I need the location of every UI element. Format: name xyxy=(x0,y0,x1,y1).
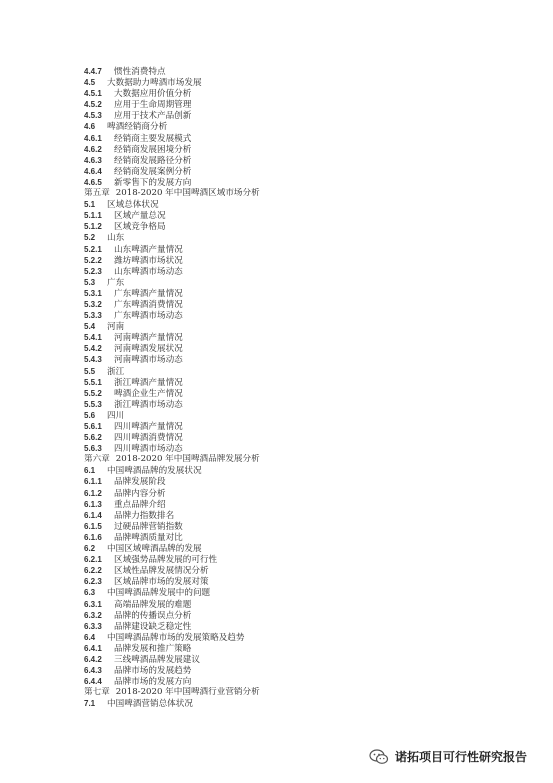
toc-entry-number: 4.6 xyxy=(84,122,96,132)
toc-entry-title: 品牌发展和推广策略 xyxy=(114,643,192,654)
toc-entry-title: 区域品牌市场的发展对策 xyxy=(114,577,209,588)
toc-entry-title: 2018-2020 年中国啤酒行业营销分析 xyxy=(115,687,260,698)
toc-entry xyxy=(84,99,514,110)
toc-entry-number: 5.5 xyxy=(84,366,96,376)
toc-entry xyxy=(84,66,514,77)
toc-entry-title: 广东 xyxy=(107,277,125,288)
toc-entry xyxy=(84,676,514,687)
toc-entry-title: 浙江啤酒产量情况 xyxy=(114,377,183,388)
toc-entry xyxy=(84,110,514,121)
toc-entry-number: 4.6.1 xyxy=(84,133,102,143)
toc-entry-title: 区域总体状况 xyxy=(107,200,159,211)
toc-entry xyxy=(84,499,514,510)
toc-entry-number: 6.1.2 xyxy=(84,488,102,498)
toc-entry-title: 山东 xyxy=(107,233,125,244)
toc-entry xyxy=(84,587,514,598)
toc-entry xyxy=(84,332,514,343)
toc-entry-number: 5.2.3 xyxy=(84,266,102,276)
toc-entry xyxy=(84,210,514,221)
toc-entry xyxy=(84,166,514,177)
toc-entry-number: 6.2 xyxy=(84,544,96,554)
toc-entry xyxy=(84,88,514,99)
toc-entry xyxy=(84,621,514,632)
toc-entry-number: 4.6.2 xyxy=(84,144,102,154)
toc-entry-title: 中国啤酒品牌的发展状况 xyxy=(107,466,202,477)
toc-entry-title: 惯性消费特点 xyxy=(114,67,166,77)
toc-entry-number: 5.2.2 xyxy=(84,255,102,265)
toc-entry xyxy=(84,299,514,310)
toc-entry xyxy=(84,654,514,665)
toc-entry-number: 4.5.3 xyxy=(84,111,102,121)
toc-entry xyxy=(84,432,514,443)
toc-entry xyxy=(84,599,514,610)
toc-entry-number: 5.1 xyxy=(84,200,96,210)
toc-entry xyxy=(84,543,514,554)
toc-entry-number: 5.6.2 xyxy=(84,433,102,443)
toc-entry xyxy=(84,366,514,377)
toc-entry xyxy=(84,155,514,166)
toc-entry-title: 大数据助力啤酒市场发展 xyxy=(107,78,202,89)
toc-entry xyxy=(84,610,514,621)
toc-entry-number: 6.1.6 xyxy=(84,532,102,542)
toc-entry-number: 5.2.1 xyxy=(84,244,102,254)
toc-entry xyxy=(84,77,514,88)
toc-entry-title: 河南啤酒市场动态 xyxy=(114,355,183,366)
toc-entry xyxy=(84,476,514,487)
toc-entry xyxy=(84,488,514,499)
toc-entry-number: 6.3.1 xyxy=(84,599,102,609)
toc-entry-title: 新零售下的发展方向 xyxy=(114,177,192,188)
toc-entry-title: 区域性品牌发展情况分析 xyxy=(114,566,209,577)
toc-entry-title: 经销商发展困境分析 xyxy=(114,144,192,155)
toc-entry xyxy=(84,255,514,266)
toc-entry-title: 区域强势品牌发展的可行性 xyxy=(114,555,218,566)
toc-entry-number: 4.6.3 xyxy=(84,155,102,165)
toc-entry-number: 5.1.1 xyxy=(84,211,102,221)
toc-entry xyxy=(84,410,514,421)
toc-entry-number: 6.4.3 xyxy=(84,666,102,676)
toc-entry-number: 6.1 xyxy=(84,466,96,476)
toc-entry-title: 高端品牌发展的难题 xyxy=(114,599,192,610)
toc-entry-number: 6.4.4 xyxy=(84,677,102,687)
toc-entry-title: 区域产量总况 xyxy=(114,211,166,222)
toc-entry-title: 品牌市场的发展趋势 xyxy=(114,666,192,677)
toc-entry-number: 5.4.2 xyxy=(84,344,102,354)
toc-entry-number: 5.3.2 xyxy=(84,299,102,309)
toc-entry-title: 品牌市场的发展方向 xyxy=(114,677,192,688)
toc-entry-title: 山东啤酒市场动态 xyxy=(114,266,183,277)
toc-entry-number: 5.6.3 xyxy=(84,444,102,454)
toc-entry-title: 广东啤酒市场动态 xyxy=(114,311,183,322)
toc-entry-title: 经销商主要发展模式 xyxy=(114,133,192,144)
toc-entry-title: 中国区域啤酒品牌的发展 xyxy=(107,544,202,555)
toc-entry-number: 6.2.3 xyxy=(84,577,102,587)
toc-entry xyxy=(84,665,514,676)
toc-entry-title: 浙江 xyxy=(107,366,125,377)
toc-entry xyxy=(84,343,514,354)
toc-entry xyxy=(84,465,514,476)
toc-entry-number: 5.3.1 xyxy=(84,288,102,298)
toc-entry-title: 品牌内容分析 xyxy=(114,488,166,499)
toc-entry-title: 广东啤酒产量情况 xyxy=(114,288,183,299)
toc-entry-title: 四川啤酒消费情况 xyxy=(114,433,183,444)
toc-entry-title: 品牌啤酒质量对比 xyxy=(114,532,183,543)
toc-entry-title: 河南 xyxy=(107,322,125,333)
toc-entry-title: 啤酒经销商分析 xyxy=(107,122,168,133)
toc-entry-title: 三线啤酒品牌发展建议 xyxy=(114,654,200,665)
toc-entry xyxy=(84,288,514,299)
toc-entry-title: 2018-2020 年中国啤酒品牌发展分析 xyxy=(115,454,260,465)
toc-entry-number: 第六章 xyxy=(84,454,110,465)
toc-entry-number: 5.3 xyxy=(84,277,96,287)
toc-entry-title: 浙江啤酒市场动态 xyxy=(114,399,183,410)
toc-entry xyxy=(84,443,514,454)
toc-entry-title: 过硬品牌营销指数 xyxy=(114,521,183,532)
toc-entry-number: 4.6.5 xyxy=(84,177,102,187)
toc-entry xyxy=(84,388,514,399)
toc-entry xyxy=(84,576,514,587)
toc-entry-number: 5.4.1 xyxy=(84,333,102,343)
toc-entry-number: 6.1.5 xyxy=(84,521,102,531)
toc-entry-title: 四川 xyxy=(107,410,125,421)
toc-entry xyxy=(84,177,514,188)
toc-entry-title: 河南啤酒产量情况 xyxy=(114,333,183,344)
watermark-text: 诺拓项目可行性研究报告 xyxy=(395,750,528,764)
toc-entry xyxy=(84,133,514,144)
toc-entry xyxy=(84,521,514,532)
toc-entry-title: 品牌力指数排名 xyxy=(114,510,175,521)
toc-entry-number: 5.5.3 xyxy=(84,399,102,409)
toc-entry xyxy=(84,698,514,709)
toc-entry-number: 7.1 xyxy=(84,699,96,709)
toc-entry-number: 6.4.2 xyxy=(84,654,102,664)
toc-entry-number: 5.5.1 xyxy=(84,377,102,387)
toc-entry-number: 6.1.3 xyxy=(84,499,102,509)
toc-entry-title: 应用于生命周期管理 xyxy=(114,100,192,111)
toc-entry-number: 5.6 xyxy=(84,410,96,420)
toc-entry xyxy=(84,310,514,321)
toc-entry-title: 河南啤酒发展状况 xyxy=(114,344,183,355)
toc-entry-title: 潍坊啤酒市场状况 xyxy=(114,255,183,266)
toc-entry-number: 6.1.4 xyxy=(84,510,102,520)
toc-entry-title: 应用于技术产品创新 xyxy=(114,111,192,122)
toc-entry xyxy=(84,121,514,132)
toc-entry-title: 经销商发展路径分析 xyxy=(114,155,192,166)
toc-entry-title: 中国啤酒品牌发展中的问题 xyxy=(107,588,211,599)
toc-entry-title: 大数据应用价值分析 xyxy=(114,89,192,100)
toc-entry-title: 品牌建设缺乏稳定性 xyxy=(114,621,192,632)
wechat-icon xyxy=(369,749,389,765)
table-of-contents xyxy=(84,66,514,709)
toc-entry-number: 6.2.2 xyxy=(84,566,102,576)
toc-entry-number: 5.4.3 xyxy=(84,355,102,365)
toc-entry xyxy=(84,554,514,565)
toc-entry-number: 6.3 xyxy=(84,588,96,598)
toc-entry xyxy=(84,532,514,543)
toc-entry-title: 四川啤酒产量情况 xyxy=(114,422,183,432)
toc-entry-number: 第七章 xyxy=(84,687,110,698)
toc-entry-title: 2018-2020 年中国啤酒区域市场分析 xyxy=(115,188,260,199)
toc-entry xyxy=(84,221,514,232)
toc-entry xyxy=(84,377,514,388)
toc-entry xyxy=(84,232,514,243)
toc-entry-title: 广东啤酒消费情况 xyxy=(114,299,183,310)
toc-entry-number: 4.5.2 xyxy=(84,100,102,110)
toc-entry-title: 重点品牌介绍 xyxy=(114,499,166,510)
toc-entry-number: 5.2 xyxy=(84,233,96,243)
toc-entry xyxy=(84,266,514,277)
toc-entry xyxy=(84,421,514,432)
toc-entry xyxy=(84,277,514,288)
toc-entry xyxy=(84,354,514,365)
toc-entry-number: 5.1.2 xyxy=(84,222,102,232)
toc-entry-title: 品牌的传播误点分析 xyxy=(114,610,192,621)
toc-entry-number: 6.1.1 xyxy=(84,477,102,487)
toc-entry-title: 区域竞争格局 xyxy=(114,222,166,233)
toc-chapter-heading xyxy=(84,188,514,199)
toc-entry xyxy=(84,643,514,654)
toc-entry-title: 山东啤酒产量情况 xyxy=(114,244,183,255)
toc-entry-number: 4.5 xyxy=(84,78,96,88)
toc-entry-number: 5.6.1 xyxy=(84,422,102,431)
toc-entry-number: 4.6.4 xyxy=(84,166,102,176)
toc-entry-title: 中国啤酒品牌市场的发展策略及趋势 xyxy=(107,632,245,643)
toc-chapter-heading xyxy=(84,454,514,465)
toc-entry xyxy=(84,144,514,155)
toc-entry-title: 四川啤酒市场动态 xyxy=(114,444,183,455)
toc-entry-number: 5.3.3 xyxy=(84,311,102,321)
toc-entry-number: 第五章 xyxy=(84,188,110,199)
toc-entry-number: 6.4 xyxy=(84,632,96,642)
toc-entry xyxy=(84,244,514,255)
toc-chapter-heading xyxy=(84,687,514,698)
toc-entry-number: 5.5.2 xyxy=(84,388,102,398)
toc-entry-title: 经销商发展案例分析 xyxy=(114,166,192,177)
toc-entry xyxy=(84,510,514,521)
toc-entry xyxy=(84,321,514,332)
toc-entry-number: 6.2.1 xyxy=(84,555,102,565)
toc-entry-number: 4.5.1 xyxy=(84,89,102,99)
toc-entry-number: 5.4 xyxy=(84,322,96,332)
toc-entry xyxy=(84,199,514,210)
toc-entry-title: 啤酒企业生产情况 xyxy=(114,388,183,399)
toc-entry-number: 6.3.3 xyxy=(84,621,102,631)
toc-entry-number: 6.4.1 xyxy=(84,643,102,653)
toc-entry xyxy=(84,399,514,410)
toc-entry xyxy=(84,565,514,576)
toc-entry-title: 中国啤酒营销总体状况 xyxy=(107,699,193,710)
toc-entry-number: 4.4.7 xyxy=(84,67,102,76)
toc-entry xyxy=(84,632,514,643)
toc-entry-number: 6.3.2 xyxy=(84,610,102,620)
watermark xyxy=(369,748,527,765)
toc-entry-title: 品牌发展阶段 xyxy=(114,477,166,488)
